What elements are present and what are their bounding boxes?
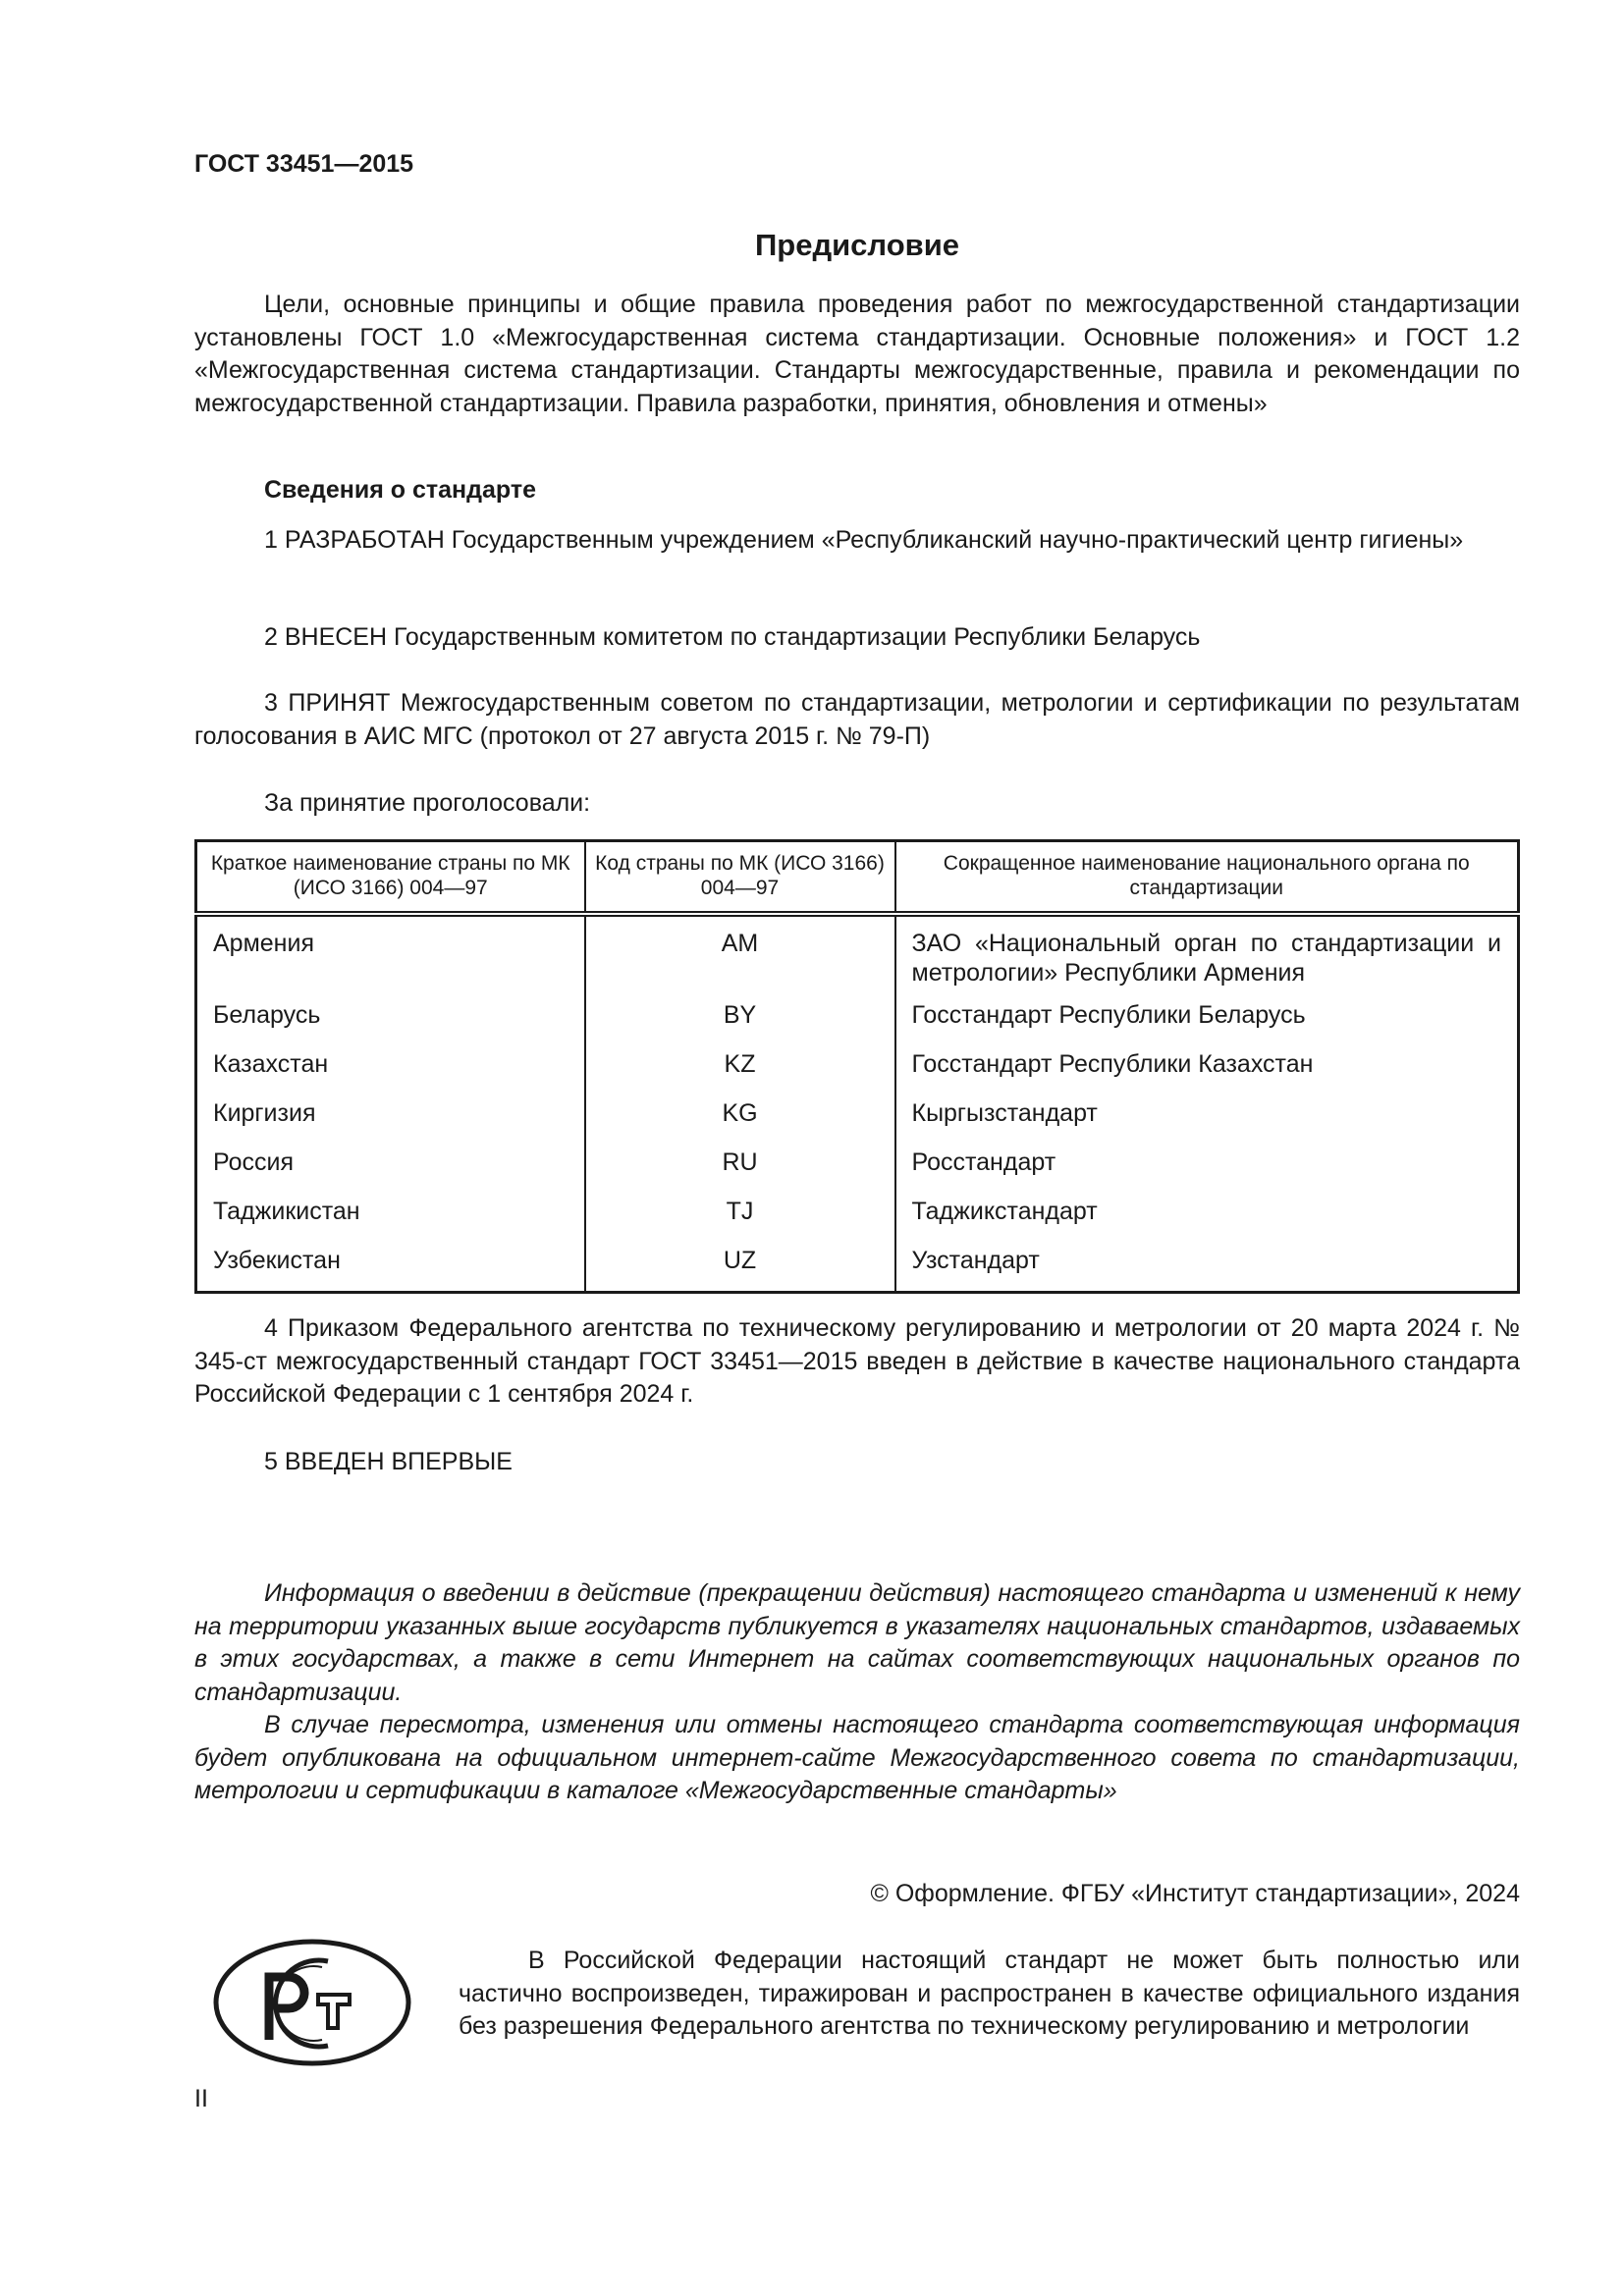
- col-header-body: Сокращенное наименование национального органа по стандартизации: [895, 841, 1519, 915]
- country-cell: Беларусь: [196, 996, 585, 1045]
- code-cell: KG: [585, 1095, 895, 1144]
- country-cell: Узбекистан: [196, 1242, 585, 1293]
- item-2: 2 ВНЕСЕН Государственным комитетом по стандартизации Республики Беларусь: [264, 623, 1201, 651]
- copyright: © Оформление. ФГБУ «Институт стандартизации», 2024: [870, 1880, 1520, 1907]
- table-row: [196, 1144, 1519, 1193]
- page-number: II: [194, 2085, 208, 2112]
- body-cell: Кыргызстандарт: [895, 1095, 1519, 1144]
- country-cell: Армения: [196, 914, 585, 996]
- vote-label: За принятие проголосовали:: [264, 789, 591, 817]
- table-row: [196, 1242, 1519, 1293]
- page-title: Предисловие: [754, 228, 959, 262]
- body-cell: Госстандарт Республики Беларусь: [895, 996, 1519, 1045]
- country-cell: Казахстан: [196, 1045, 585, 1095]
- notice-paragraph-2: В случае пересмотра, изменения или отмены настоящего стандарта соответствующая информация будет опубликована на официальном интернет-сайте Межгосударственного совета по стандартизации, метрологии и сертификации в каталоге «Межгосударственные стандарты»: [194, 1711, 1520, 1804]
- voting-table: [194, 839, 1520, 1294]
- code-cell: RU: [585, 1144, 895, 1193]
- item-5: 5 ВВЕДЕН ВПЕРВЫЕ: [264, 1448, 513, 1475]
- table-row: [196, 1045, 1519, 1095]
- country-cell: Россия: [196, 1144, 585, 1193]
- item-3: 3 ПРИНЯТ Межгосударственным советом по стандартизации, метрологии и сертификации по результатам голосования в АИС МГС (протокол от 27 августа 2015 г. № 79-П): [194, 689, 1520, 750]
- item-4: 4 Приказом Федерального агентства по техническому регулированию и метрологии от 20 марта 2024 г. № 345-ст межгосударственный стандарт ГОСТ 33451—2015 введен в действие в качестве национального стандарта Российской Федерации с 1 сентября 2024 г.: [194, 1314, 1520, 1408]
- document-code: ГОСТ 33451—2015: [194, 150, 414, 178]
- rst-logo-icon: [212, 1938, 412, 2067]
- code-cell: TJ: [585, 1193, 895, 1242]
- table-row: [196, 914, 1519, 996]
- country-cell: Киргизия: [196, 1095, 585, 1144]
- body-cell: Госстандарт Республики Казахстан: [895, 1045, 1519, 1095]
- table-row: [196, 996, 1519, 1045]
- table-row: [196, 1193, 1519, 1242]
- col-header-country: Краткое наименование страны по МК (ИСО 3166) 004—97: [196, 841, 585, 915]
- body-cell: ЗАО «Национальный орган по стандартизации и метрологии» Республики Армения: [895, 914, 1519, 996]
- body-cell: Таджикстандарт: [895, 1193, 1519, 1242]
- notice-paragraph-1: Информация о введении в действие (прекращении действия) настоящего стандарта и изменений к нему на территории указанных выше государств публикуется в указателях национальных стандартов, издаваемых в этих государствах, а также в сети Интернет на сайтах соответствующих национальных органов по стандартизации.: [194, 1579, 1520, 1706]
- table-header-row: [196, 841, 1519, 915]
- body-cell: Росстандарт: [895, 1144, 1519, 1193]
- rights-notice: В Российской Федерации настоящий стандарт не может быть полностью или частично воспроизведен, тиражирован и распространен в качестве официального издания без разрешения Федерального агентства по техническому регулированию и метрологии: [459, 1947, 1520, 2040]
- code-cell: BY: [585, 996, 895, 1045]
- info-heading: Сведения о стандарте: [264, 476, 537, 504]
- body-cell: Узстандарт: [895, 1242, 1519, 1293]
- code-cell: KZ: [585, 1045, 895, 1095]
- table-row: [196, 1095, 1519, 1144]
- item-1: 1 РАЗРАБОТАН Государственным учреждением «Республиканский научно-практический центр гигиены»: [264, 526, 1464, 554]
- intro-paragraph: Цели, основные принципы и общие правила проведения работ по межгосударственной стандартизации установлены ГОСТ 1.0 «Межгосударственная система стандартизации. Основные положения» и ГОСТ 1.2 «Межгосударственная система стандартизации. Стандарты межгосударственные, правила и рекомендации по межгосударственной стандартизации. Правила разработки, принятия, обновления и отмены»: [194, 291, 1520, 417]
- col-header-code: Код страны по МК (ИСО 3166) 004—97: [585, 841, 895, 915]
- code-cell: UZ: [585, 1242, 895, 1293]
- code-cell: AM: [585, 914, 895, 996]
- country-cell: Таджикистан: [196, 1193, 585, 1242]
